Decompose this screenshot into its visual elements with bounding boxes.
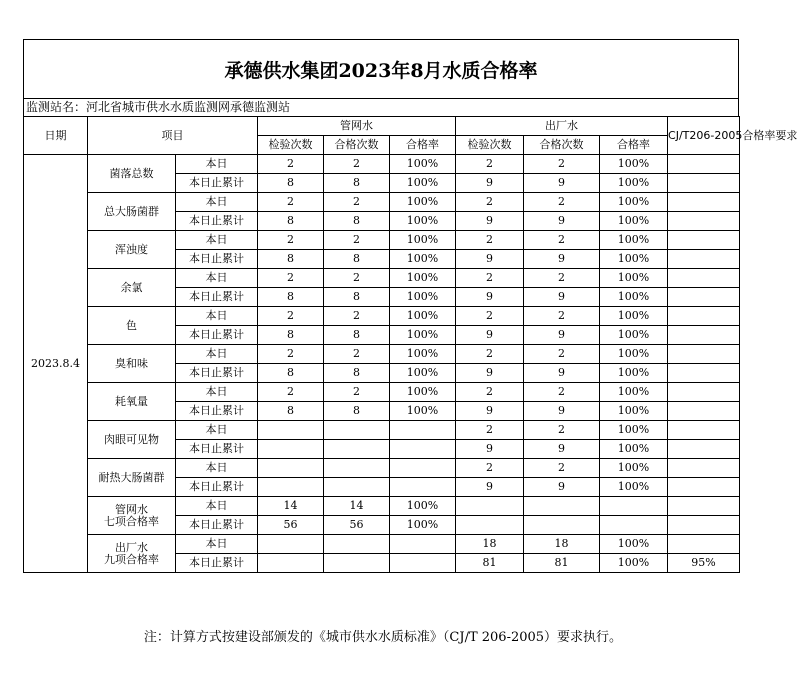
standard-cell [668,155,740,174]
p-test-cell: 2 [258,383,324,402]
f-rate-cell: 100% [600,383,668,402]
p-test-cell [258,535,324,554]
f-pass-cell: 2 [524,231,600,250]
f-rate-cell [600,497,668,516]
header-pipe-rate: 合格率 [390,136,456,155]
f-rate-cell: 100% [600,212,668,231]
table-row [24,497,740,516]
standard-cell [668,307,740,326]
header-pipe-network: 管网水 [258,117,456,136]
period-label: 本日止累计 [176,478,258,497]
f-test-cell: 81 [456,554,524,573]
f-pass-cell: 9 [524,364,600,383]
f-test-cell: 2 [456,421,524,440]
period-label: 本日 [176,459,258,478]
header-standard: CJ/T206-2005合格率要求 [668,117,740,155]
date-cell: 2023.8.4 [24,155,88,573]
period-label: 本日止累计 [176,212,258,231]
f-pass-cell: 2 [524,155,600,174]
table-row [24,231,740,250]
header-pipe-test: 检验次数 [258,136,324,155]
standard-cell [668,497,740,516]
period-label: 本日止累计 [176,288,258,307]
p-pass-cell: 2 [324,155,390,174]
f-pass-cell: 9 [524,440,600,459]
f-pass-cell: 9 [524,478,600,497]
f-test-cell: 2 [456,193,524,212]
table-row [24,155,740,174]
p-rate-cell: 100% [390,193,456,212]
f-pass-cell: 9 [524,288,600,307]
p-pass-cell: 8 [324,174,390,193]
f-pass-cell: 9 [524,250,600,269]
f-test-cell: 2 [456,345,524,364]
period-label: 本日止累计 [176,326,258,345]
period-label: 本日 [176,269,258,288]
title-box [23,39,739,99]
p-rate-cell: 100% [390,326,456,345]
f-pass-cell: 2 [524,345,600,364]
item-name-line: 七项合格率 [104,514,159,528]
p-pass-cell: 8 [324,250,390,269]
p-pass-cell [324,554,390,573]
standard-cell [668,288,740,307]
header-factory-rate: 合格率 [600,136,668,155]
p-rate-cell: 100% [390,345,456,364]
f-pass-cell: 2 [524,383,600,402]
item-name [88,535,176,573]
table-row [24,421,740,440]
standard-cell [668,516,740,535]
standard-cell [668,421,740,440]
p-test-cell: 2 [258,231,324,250]
f-pass-cell: 9 [524,212,600,231]
p-pass-cell: 2 [324,383,390,402]
p-rate-cell: 100% [390,231,456,250]
p-rate-cell: 100% [390,516,456,535]
f-rate-cell: 100% [600,478,668,497]
item-name: 耐热大肠菌群 [88,459,176,497]
table-row [24,345,740,364]
f-rate-cell: 100% [600,288,668,307]
item-name: 肉眼可见物 [88,421,176,459]
f-rate-cell: 100% [600,440,668,459]
p-rate-cell: 100% [390,250,456,269]
p-pass-cell: 2 [324,193,390,212]
p-pass-cell: 8 [324,212,390,231]
period-label: 本日 [176,193,258,212]
f-pass-cell: 18 [524,535,600,554]
f-test-cell: 2 [456,269,524,288]
standard-cell: 95% [668,554,740,573]
period-label: 本日止累计 [176,440,258,459]
standard-cell [668,459,740,478]
table-row [24,193,740,212]
p-pass-cell [324,421,390,440]
header-date: 日期 [24,117,88,155]
period-label: 本日 [176,231,258,250]
p-pass-cell: 8 [324,364,390,383]
p-test-cell: 8 [258,288,324,307]
station-name: 监测站名：河北省城市供水水质监测网承德监测站 [23,99,739,116]
f-rate-cell: 100% [600,250,668,269]
table-row [24,269,740,288]
p-pass-cell: 2 [324,269,390,288]
f-test-cell: 2 [456,459,524,478]
p-test-cell: 8 [258,364,324,383]
standard-cell [668,402,740,421]
f-pass-cell: 81 [524,554,600,573]
item-name-line: 出厂水 [115,540,148,554]
f-pass-cell: 2 [524,269,600,288]
period-label: 本日 [176,155,258,174]
f-rate-cell: 100% [600,364,668,383]
p-rate-cell [390,459,456,478]
f-rate-cell [600,516,668,535]
header-factory-out: 出厂水 [456,117,668,136]
period-label: 本日止累计 [176,250,258,269]
standard-cell [668,535,740,554]
p-pass-cell: 8 [324,288,390,307]
p-test-cell [258,554,324,573]
f-test-cell: 9 [456,440,524,459]
p-test-cell: 2 [258,193,324,212]
standard-cell [668,383,740,402]
water-quality-table [23,116,797,573]
standard-cell [668,231,740,250]
f-test-cell [456,516,524,535]
f-pass-cell: 2 [524,421,600,440]
page-title: 承德供水集团2023年8月水质合格率 [224,59,538,82]
p-test-cell [258,459,324,478]
f-test-cell: 9 [456,326,524,345]
f-test-cell: 9 [456,174,524,193]
item-name: 总大肠菌群 [88,193,176,231]
p-pass-cell: 8 [324,402,390,421]
f-test-cell: 9 [456,288,524,307]
standard-cell [668,250,740,269]
standard-cell [668,440,740,459]
p-pass-cell: 2 [324,307,390,326]
period-label: 本日 [176,307,258,326]
f-pass-cell: 2 [524,193,600,212]
period-label: 本日 [176,345,258,364]
p-rate-cell: 100% [390,174,456,193]
p-test-cell: 2 [258,307,324,326]
header-pipe-pass: 合格次数 [324,136,390,155]
p-rate-cell: 100% [390,212,456,231]
table-row [24,383,740,402]
header-factory-pass: 合格次数 [524,136,600,155]
f-rate-cell: 100% [600,231,668,250]
p-rate-cell [390,535,456,554]
p-rate-cell: 100% [390,288,456,307]
f-pass-cell: 9 [524,174,600,193]
f-rate-cell: 100% [600,459,668,478]
f-test-cell [456,497,524,516]
period-label: 本日 [176,383,258,402]
item-name: 浑浊度 [88,231,176,269]
standard-cell [668,478,740,497]
period-label: 本日止累计 [176,402,258,421]
f-rate-cell: 100% [600,193,668,212]
f-rate-cell: 100% [600,269,668,288]
p-test-cell: 14 [258,497,324,516]
p-test-cell: 2 [258,345,324,364]
item-name-line: 九项合格率 [104,552,159,566]
item-name [88,497,176,535]
p-test-cell: 8 [258,250,324,269]
standard-cell [668,174,740,193]
f-test-cell: 9 [456,478,524,497]
f-pass-cell [524,497,600,516]
p-pass-cell [324,478,390,497]
item-name-line: 管网水 [115,502,148,516]
f-rate-cell: 100% [600,421,668,440]
p-rate-cell: 100% [390,269,456,288]
p-test-cell: 8 [258,402,324,421]
p-pass-cell [324,535,390,554]
table-body [24,117,797,573]
f-test-cell: 9 [456,250,524,269]
f-rate-cell: 100% [600,307,668,326]
p-test-cell: 8 [258,174,324,193]
p-rate-cell: 100% [390,497,456,516]
p-rate-cell [390,440,456,459]
f-pass-cell: 9 [524,402,600,421]
p-test-cell: 56 [258,516,324,535]
standard-cell [668,269,740,288]
p-rate-cell [390,478,456,497]
f-test-cell: 18 [456,535,524,554]
standard-cell [668,326,740,345]
f-test-cell: 9 [456,212,524,231]
p-rate-cell [390,421,456,440]
item-name: 臭和味 [88,345,176,383]
f-rate-cell: 100% [600,402,668,421]
p-rate-cell [390,554,456,573]
period-label: 本日 [176,497,258,516]
p-rate-cell: 100% [390,307,456,326]
p-rate-cell: 100% [390,155,456,174]
f-rate-cell: 100% [600,326,668,345]
f-test-cell: 2 [456,155,524,174]
p-test-cell [258,421,324,440]
p-test-cell: 2 [258,269,324,288]
f-test-cell: 2 [456,307,524,326]
f-rate-cell: 100% [600,554,668,573]
f-test-cell: 9 [456,364,524,383]
f-test-cell: 9 [456,402,524,421]
f-rate-cell: 100% [600,535,668,554]
table-row [24,459,740,478]
period-label: 本日止累计 [176,516,258,535]
p-pass-cell: 2 [324,345,390,364]
p-test-cell: 8 [258,212,324,231]
p-test-cell: 2 [258,155,324,174]
p-pass-cell: 56 [324,516,390,535]
standard-cell [668,193,740,212]
p-test-cell [258,478,324,497]
item-name: 耗氧量 [88,383,176,421]
period-label: 本日止累计 [176,174,258,193]
standard-cell [668,345,740,364]
f-pass-cell: 9 [524,326,600,345]
p-pass-cell: 8 [324,326,390,345]
f-pass-cell [524,516,600,535]
header-factory-test: 检验次数 [456,136,524,155]
p-pass-cell [324,440,390,459]
p-pass-cell: 2 [324,231,390,250]
table-row [24,535,740,554]
item-name: 菌落总数 [88,155,176,193]
period-label: 本日止累计 [176,364,258,383]
header-row-1 [24,117,740,136]
p-pass-cell: 14 [324,497,390,516]
standard-cell [668,212,740,231]
item-name: 色 [88,307,176,345]
p-test-cell: 8 [258,326,324,345]
f-test-cell: 2 [456,231,524,250]
p-test-cell [258,440,324,459]
table-row [24,307,740,326]
standard-cell [668,364,740,383]
period-label: 本日止累计 [176,554,258,573]
p-rate-cell: 100% [390,383,456,402]
f-pass-cell: 2 [524,459,600,478]
header-item: 项目 [88,117,258,155]
item-name: 余氯 [88,269,176,307]
f-rate-cell: 100% [600,155,668,174]
period-label: 本日 [176,535,258,554]
f-pass-cell: 2 [524,307,600,326]
f-rate-cell: 100% [600,174,668,193]
f-rate-cell: 100% [600,345,668,364]
f-test-cell: 2 [456,383,524,402]
footnote: 注：计算方式按建设部颁发的《城市供水水质标准》（CJ/T 206-2005）要求执行。 [143,630,623,645]
p-pass-cell [324,459,390,478]
p-rate-cell: 100% [390,402,456,421]
p-rate-cell: 100% [390,364,456,383]
period-label: 本日 [176,421,258,440]
